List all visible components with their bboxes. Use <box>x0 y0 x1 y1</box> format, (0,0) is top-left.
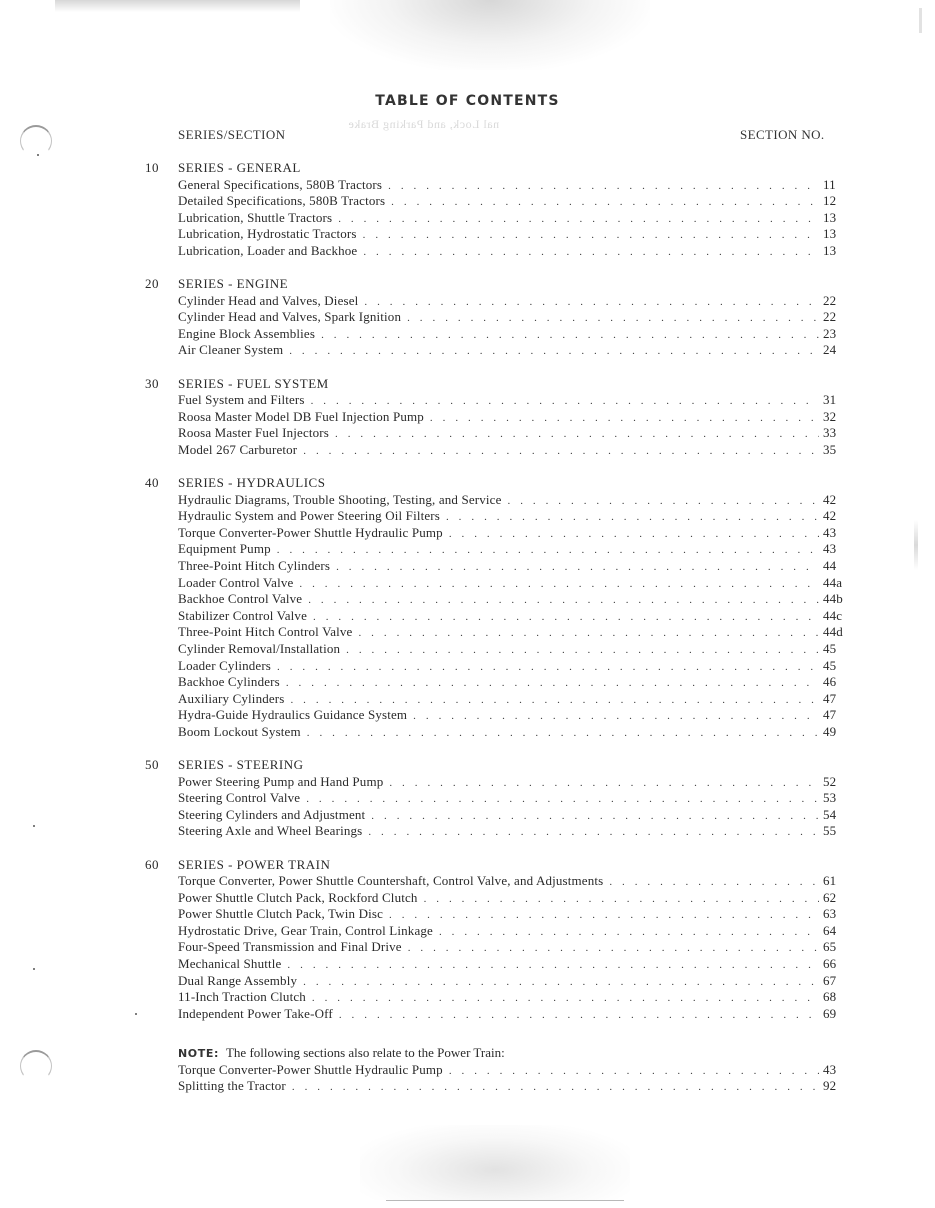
dot-leader <box>364 296 819 308</box>
entry-label: Mechanical Shuttle <box>178 956 282 972</box>
dot-leader <box>388 180 819 192</box>
series-title: SERIES - STEERING <box>178 757 304 773</box>
entry-label: Detailed Specifications, 580B Tractors <box>178 193 386 209</box>
section-number: 31 <box>823 392 837 408</box>
scan-bottom-edge <box>386 1200 624 1201</box>
dot-leader <box>391 196 819 208</box>
section-number: 92 <box>823 1078 837 1094</box>
scan-speck <box>37 154 39 156</box>
toc-entry[interactable] <box>145 956 845 973</box>
dot-leader <box>338 213 819 225</box>
series-number: 20 <box>145 276 159 292</box>
entry-label: Stabilizer Control Valve <box>178 607 308 623</box>
column-header-series-section: SERIES/SECTION <box>178 127 286 142</box>
entry-label: Power Shuttle Clutch Pack, Twin Disc <box>178 906 384 922</box>
toc-entry[interactable] <box>145 591 845 608</box>
toc-entry[interactable] <box>145 807 845 824</box>
dot-leader <box>413 710 819 722</box>
scan-smudge-top <box>330 0 650 70</box>
dot-leader <box>286 677 819 689</box>
toc-entry[interactable] <box>145 558 845 575</box>
section-number: 67 <box>823 972 837 988</box>
entry-label: Cylinder Head and Valves, Spark Ignition <box>178 309 402 325</box>
dot-leader <box>299 578 819 590</box>
toc-entry[interactable] <box>145 409 845 426</box>
entry-label: Lubrication, Hydrostatic Tractors <box>178 226 357 242</box>
toc-entry[interactable] <box>145 989 845 1006</box>
entry-label: Cylinder Removal/Installation <box>178 640 341 656</box>
dot-leader <box>408 942 819 954</box>
toc-entry[interactable] <box>145 691 845 708</box>
series-title: SERIES - HYDRAULICS <box>178 475 326 491</box>
toc-entry[interactable] <box>145 541 845 558</box>
section-number: 22 <box>823 309 837 325</box>
dot-leader <box>358 627 819 639</box>
toc-entry[interactable] <box>145 624 845 641</box>
dot-leader <box>339 1009 819 1021</box>
entry-label: Independent Power Take-Off <box>178 1005 333 1021</box>
toc-entry[interactable] <box>145 641 845 658</box>
toc-entry[interactable] <box>145 342 845 359</box>
dot-leader <box>609 876 819 888</box>
dot-leader <box>449 1065 819 1077</box>
dot-leader <box>336 561 819 573</box>
toc-entry[interactable] <box>178 1062 845 1079</box>
series-fuel-system <box>145 376 845 459</box>
section-number: 13 <box>823 209 837 225</box>
section-number: 66 <box>823 956 837 972</box>
entry-label: Auxiliary Cylinders <box>178 690 285 706</box>
bleed-through-text: nal Lock, and Parking Brake <box>348 117 500 131</box>
scan-smudge-top-left <box>55 0 300 12</box>
section-number: 52 <box>823 773 837 789</box>
note-tag: NOTE: <box>178 1046 219 1060</box>
entry-label: Loader Control Valve <box>178 574 294 590</box>
entry-label: Boom Lockout System <box>178 723 301 739</box>
entry-label: Hydraulic System and Power Steering Oil Filters <box>178 508 440 524</box>
section-number: 44b <box>823 591 843 607</box>
section-number: 64 <box>823 922 837 938</box>
section-number: 47 <box>823 707 837 723</box>
dot-leader <box>292 1081 819 1093</box>
column-header-section-no: SECTION NO. <box>740 127 825 142</box>
section-number: 42 <box>823 508 837 524</box>
section-number: 42 <box>823 491 837 507</box>
page-title: TABLE OF CONTENTS <box>375 93 560 109</box>
section-number: 24 <box>823 342 837 358</box>
toc-entry[interactable] <box>145 973 845 990</box>
section-number: 44d <box>823 624 843 640</box>
entry-label: Steering Cylinders and Adjustment <box>178 806 366 822</box>
section-number: 62 <box>823 889 837 905</box>
entry-label: Air Cleaner System <box>178 342 284 358</box>
toc-entry[interactable] <box>145 425 845 442</box>
toc-entry[interactable] <box>145 923 845 940</box>
dot-leader <box>321 329 819 341</box>
series-steering <box>145 757 845 840</box>
entry-label: Equipment Pump <box>178 541 271 557</box>
toc-entry[interactable] <box>145 658 845 675</box>
toc-entry[interactable] <box>145 608 845 625</box>
toc-entry[interactable] <box>145 309 845 326</box>
dot-leader <box>439 926 819 938</box>
dot-leader <box>312 992 819 1004</box>
entry-label: Torque Converter-Power Shuttle Hydraulic Pump <box>178 524 443 540</box>
entry-label: Hydrostatic Drive, Gear Train, Control Linkage <box>178 922 433 938</box>
toc-entry[interactable] <box>145 492 845 509</box>
toc-entry[interactable] <box>145 210 845 227</box>
entry-label: Dual Range Assembly <box>178 972 298 988</box>
series-title: SERIES - FUEL SYSTEM <box>178 375 329 391</box>
entry-label: 11-Inch Traction Clutch <box>178 989 306 1005</box>
toc-entry[interactable] <box>145 293 845 310</box>
section-number: 35 <box>823 441 837 457</box>
entry-label: Roosa Master Model DB Fuel Injection Pump <box>178 408 424 424</box>
entry-label: Steering Axle and Wheel Bearings <box>178 823 363 839</box>
dot-leader <box>335 428 819 440</box>
toc-entry[interactable] <box>145 873 845 890</box>
series-number: 50 <box>145 757 159 773</box>
toc-entry[interactable] <box>145 790 845 807</box>
entry-label: Hydraulic Diagrams, Trouble Shooting, Testing, and Service <box>178 491 502 507</box>
dot-leader <box>290 694 819 706</box>
section-number: 54 <box>823 806 837 822</box>
section-number: 44a <box>823 574 843 590</box>
section-number: 13 <box>823 242 837 258</box>
scan-mark-right-edge <box>914 520 918 570</box>
toc-entry[interactable] <box>145 226 845 243</box>
dot-leader <box>424 893 819 905</box>
dot-leader <box>287 959 819 971</box>
dot-leader <box>449 528 819 540</box>
series-number: 10 <box>145 160 159 176</box>
entry-label: Roosa Master Fuel Injectors <box>178 425 329 441</box>
series-number: 60 <box>145 856 159 872</box>
series-hydraulics <box>145 475 845 741</box>
section-number: 68 <box>823 989 837 1005</box>
toc-entry[interactable] <box>145 890 845 907</box>
toc-list <box>145 160 845 1039</box>
toc-entry[interactable] <box>145 193 845 210</box>
entry-label: Loader Cylinders <box>178 657 272 673</box>
toc-entry[interactable] <box>145 774 845 791</box>
section-number: 12 <box>823 193 837 209</box>
entry-label: Steering Control Valve <box>178 790 301 806</box>
entry-label: Model 267 Carburetor <box>178 441 298 457</box>
entry-label: Torque Converter, Power Shuttle Countershaft, Control Valve, and Adjustments <box>178 873 604 889</box>
toc-entry[interactable] <box>145 575 845 592</box>
dot-leader <box>389 909 819 921</box>
section-number: 43 <box>823 541 837 557</box>
section-number: 11 <box>823 176 836 192</box>
toc-entry[interactable] <box>145 392 845 409</box>
series-heading <box>145 376 845 393</box>
toc-entry[interactable] <box>145 823 845 840</box>
series-title: SERIES - GENERAL <box>178 160 301 176</box>
entry-label: Three-Point Hitch Cylinders <box>178 557 331 573</box>
entry-label: Hydra-Guide Hydraulics Guidance System <box>178 707 408 723</box>
section-number: 13 <box>823 226 837 242</box>
entry-label: Backhoe Control Valve <box>178 591 303 607</box>
section-number: 22 <box>823 292 837 308</box>
scan-smudge-bottom <box>360 1125 630 1200</box>
series-number: 40 <box>145 475 159 491</box>
note-block <box>178 1045 845 1095</box>
toc-entry[interactable] <box>145 243 845 260</box>
dot-leader <box>363 246 819 258</box>
entry-label: Engine Block Assemblies <box>178 325 316 341</box>
section-number: 49 <box>823 723 837 739</box>
dot-leader <box>363 229 819 241</box>
series-heading <box>145 475 845 492</box>
toc-entry[interactable] <box>145 442 845 459</box>
entry-label: Lubrication, Shuttle Tractors <box>178 209 333 225</box>
entry-label: Splitting the Tractor <box>178 1078 286 1094</box>
toc-entry[interactable] <box>145 724 845 741</box>
section-number: 43 <box>823 524 837 540</box>
section-number: 23 <box>823 325 837 341</box>
toc-entry[interactable] <box>145 177 845 194</box>
toc-entry[interactable] <box>145 525 845 542</box>
section-number: 47 <box>823 690 837 706</box>
toc-entry[interactable] <box>145 939 845 956</box>
entry-label: Power Shuttle Clutch Pack, Rockford Clutch <box>178 889 418 905</box>
dot-leader <box>277 661 819 673</box>
series-heading <box>145 276 845 293</box>
toc-entry[interactable] <box>145 1006 845 1023</box>
note-text: The following sections also relate to the Power Train: <box>225 1045 505 1061</box>
dot-leader <box>368 826 819 838</box>
section-number: 61 <box>823 873 837 889</box>
entry-label: Three-Point Hitch Control Valve <box>178 624 353 640</box>
dot-leader <box>508 495 820 507</box>
dot-leader <box>306 793 819 805</box>
dot-leader <box>289 345 819 357</box>
dot-leader <box>308 594 819 606</box>
section-number: 45 <box>823 640 837 656</box>
dot-leader <box>371 810 819 822</box>
toc-entry[interactable] <box>145 707 845 724</box>
section-number: 32 <box>823 408 837 424</box>
binder-hole-bottom-icon <box>20 1050 52 1082</box>
section-number: 69 <box>823 1005 837 1021</box>
binder-hole-top-icon <box>20 125 52 157</box>
dot-leader <box>313 611 819 623</box>
scan-mark-top-right <box>919 8 922 33</box>
dot-leader <box>277 544 819 556</box>
section-number: 43 <box>823 1061 837 1077</box>
entry-label: Torque Converter-Power Shuttle Hydraulic Pump <box>178 1061 443 1077</box>
scan-speck <box>135 1013 137 1015</box>
entry-label: Fuel System and Filters <box>178 392 305 408</box>
series-number: 30 <box>145 375 159 391</box>
section-number: 65 <box>823 939 837 955</box>
toc-entry[interactable] <box>145 674 845 691</box>
dot-leader <box>389 777 819 789</box>
series-heading <box>145 160 845 177</box>
section-number: 44 <box>823 557 837 573</box>
entry-label: General Specifications, 580B Tractors <box>178 176 383 192</box>
dot-leader <box>307 727 819 739</box>
section-number: 46 <box>823 674 837 690</box>
dot-leader <box>407 312 819 324</box>
entry-label: Four-Speed Transmission and Final Drive <box>178 939 402 955</box>
dot-leader <box>346 644 819 656</box>
series-heading <box>145 856 845 873</box>
section-number: 45 <box>823 657 837 673</box>
section-number: 44c <box>823 607 843 623</box>
dot-leader <box>430 412 819 424</box>
entry-label: Power Steering Pump and Hand Pump <box>178 773 384 789</box>
dot-leader <box>303 445 819 457</box>
series-power-train <box>145 856 845 1022</box>
dot-leader <box>311 395 819 407</box>
section-number: 33 <box>823 425 837 441</box>
entry-label: Lubrication, Loader and Backhoe <box>178 242 358 258</box>
entry-label: Backhoe Cylinders <box>178 674 280 690</box>
section-number: 63 <box>823 906 837 922</box>
entry-label: Cylinder Head and Valves, Diesel <box>178 292 359 308</box>
section-number: 53 <box>823 790 837 806</box>
series-heading <box>145 757 845 774</box>
dot-leader <box>446 511 819 523</box>
scan-speck <box>33 825 35 827</box>
toc-entry[interactable] <box>178 1078 845 1095</box>
scan-speck <box>33 968 35 970</box>
toc-entry[interactable] <box>145 906 845 923</box>
section-number: 55 <box>823 823 837 839</box>
series-title: SERIES - ENGINE <box>178 276 289 292</box>
toc-entry[interactable] <box>145 508 845 525</box>
dot-leader <box>303 976 819 988</box>
toc-entry[interactable] <box>145 326 845 343</box>
note-intro <box>178 1045 845 1062</box>
series-general <box>145 160 845 260</box>
series-engine <box>145 276 845 359</box>
series-title: SERIES - POWER TRAIN <box>178 856 331 872</box>
